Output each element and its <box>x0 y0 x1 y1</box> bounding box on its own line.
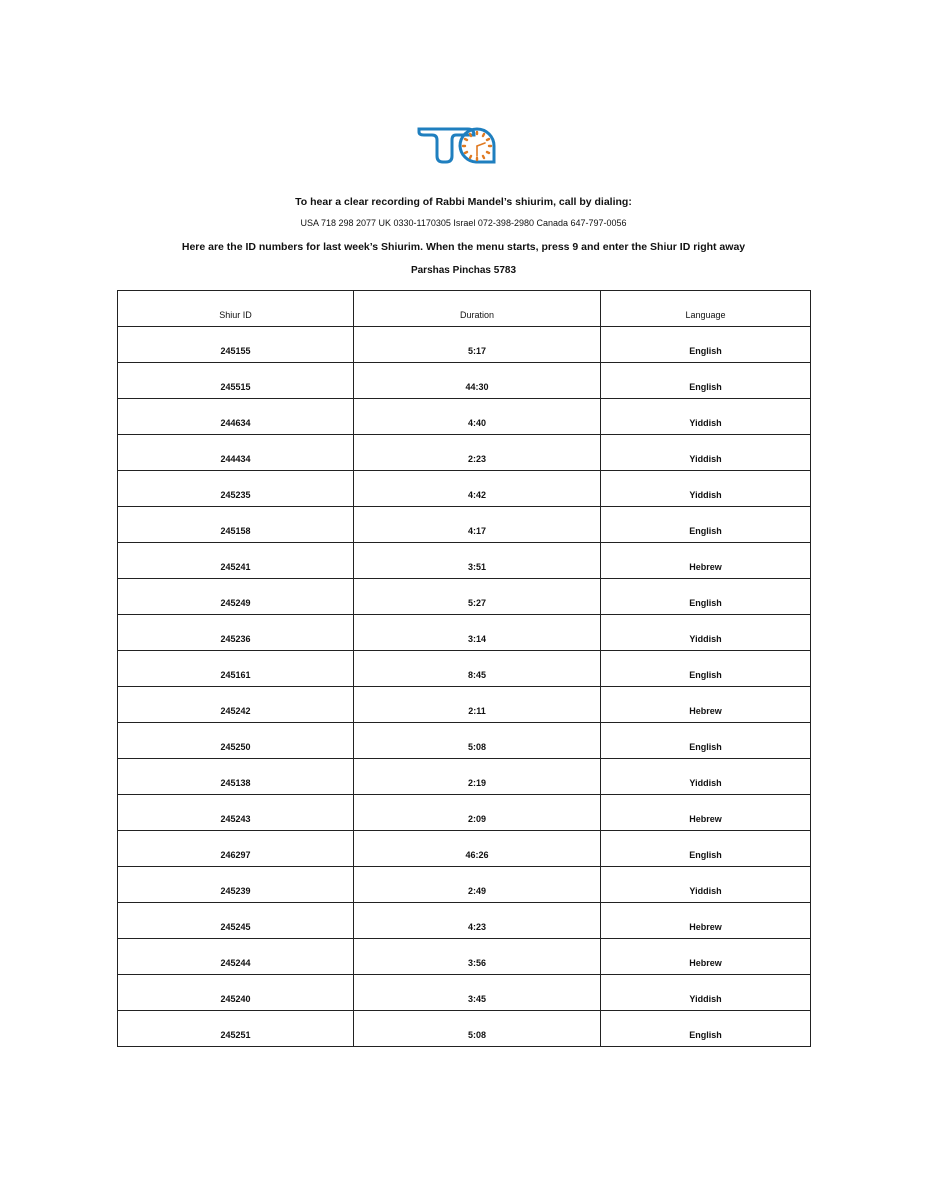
duration-cell: 2:23 <box>354 435 601 471</box>
shiur-id-cell: 245249 <box>118 579 354 615</box>
language-cell: Hebrew <box>601 939 811 975</box>
table-row <box>118 471 811 507</box>
language-cell: English <box>601 363 811 399</box>
table-row <box>118 975 811 1011</box>
parsha-title: Parshas Pinchas 5783 <box>410 265 517 276</box>
duration-cell: 2:19 <box>354 759 601 795</box>
table-row <box>118 723 811 759</box>
shiur-id-cell: 245250 <box>118 723 354 759</box>
call-instructions: To hear a clear recording of Rabbi Mandel’s shiurim, call by dialing: <box>295 196 632 208</box>
logo <box>416 126 512 164</box>
table-row <box>118 687 811 723</box>
duration-cell: 4:23 <box>354 903 601 939</box>
table-row <box>118 435 811 471</box>
duration-cell: 5:27 <box>354 579 601 615</box>
shiur-id-cell: 245243 <box>118 795 354 831</box>
table-row <box>118 867 811 903</box>
shiur-id-cell: 245138 <box>118 759 354 795</box>
duration-cell: 2:09 <box>354 795 601 831</box>
language-cell: English <box>601 507 811 543</box>
table-row <box>118 327 811 363</box>
shiur-id-cell: 245158 <box>118 507 354 543</box>
column-header-duration: Duration <box>354 291 601 327</box>
language-cell: Yiddish <box>601 471 811 507</box>
table-row <box>118 759 811 795</box>
language-cell: English <box>601 579 811 615</box>
shiur-id-cell: 245155 <box>118 327 354 363</box>
duration-cell: 4:40 <box>354 399 601 435</box>
table-row <box>118 579 811 615</box>
duration-cell: 8:45 <box>354 651 601 687</box>
shiur-id-cell: 246297 <box>118 831 354 867</box>
shiur-id-cell: 245235 <box>118 471 354 507</box>
language-cell: Yiddish <box>601 975 811 1011</box>
shiur-id-cell: 245240 <box>118 975 354 1011</box>
duration-cell: 44:30 <box>354 363 601 399</box>
table-row <box>118 651 811 687</box>
shiur-table <box>117 290 811 1047</box>
language-cell: English <box>601 723 811 759</box>
duration-cell: 5:08 <box>354 1011 601 1047</box>
table-row <box>118 903 811 939</box>
duration-cell: 2:49 <box>354 867 601 903</box>
language-cell: Hebrew <box>601 543 811 579</box>
language-cell: Yiddish <box>601 759 811 795</box>
shiur-id-cell: 245244 <box>118 939 354 975</box>
column-header-language: Language <box>601 291 811 327</box>
shiur-id-cell: 245245 <box>118 903 354 939</box>
duration-cell: 2:11 <box>354 687 601 723</box>
duration-cell: 46:26 <box>354 831 601 867</box>
table-row <box>118 543 811 579</box>
shiur-id-cell: 245242 <box>118 687 354 723</box>
table-row <box>118 1011 811 1047</box>
duration-cell: 3:45 <box>354 975 601 1011</box>
shiur-id-cell: 245251 <box>118 1011 354 1047</box>
table-row <box>118 795 811 831</box>
shiur-id-cell: 245515 <box>118 363 354 399</box>
duration-cell: 3:56 <box>354 939 601 975</box>
shiur-id-cell: 245241 <box>118 543 354 579</box>
shiur-id-cell: 245239 <box>118 867 354 903</box>
duration-cell: 4:42 <box>354 471 601 507</box>
table-row <box>118 615 811 651</box>
column-header-shiur-id: Shiur ID <box>118 291 354 327</box>
shiur-id-cell: 244634 <box>118 399 354 435</box>
language-cell: Yiddish <box>601 867 811 903</box>
language-cell: Hebrew <box>601 795 811 831</box>
duration-cell: 5:08 <box>354 723 601 759</box>
language-cell: Hebrew <box>601 687 811 723</box>
clock-logo-icon <box>416 126 512 164</box>
duration-cell: 3:51 <box>354 543 601 579</box>
table-header-row <box>118 291 811 327</box>
phone-numbers: USA 718 298 2077 UK 0330-1170305 Israel 072-398-2980 Canada 647-797-0056 <box>300 218 627 228</box>
language-cell: English <box>601 831 811 867</box>
shiur-id-cell: 244434 <box>118 435 354 471</box>
language-cell: English <box>601 327 811 363</box>
shiur-id-cell: 245161 <box>118 651 354 687</box>
language-cell: Yiddish <box>601 435 811 471</box>
table-row <box>118 831 811 867</box>
table-row <box>118 939 811 975</box>
id-instructions: Here are the ID numbers for last week’s Shiurim. When the menu starts, press 9 and enter the Shiur ID right away <box>181 241 746 253</box>
shiur-id-cell: 245236 <box>118 615 354 651</box>
language-cell: English <box>601 651 811 687</box>
duration-cell: 4:17 <box>354 507 601 543</box>
language-cell: English <box>601 1011 811 1047</box>
table-row <box>118 507 811 543</box>
table-row <box>118 399 811 435</box>
table-row <box>118 363 811 399</box>
language-cell: Hebrew <box>601 903 811 939</box>
duration-cell: 3:14 <box>354 615 601 651</box>
language-cell: Yiddish <box>601 399 811 435</box>
duration-cell: 5:17 <box>354 327 601 363</box>
language-cell: Yiddish <box>601 615 811 651</box>
